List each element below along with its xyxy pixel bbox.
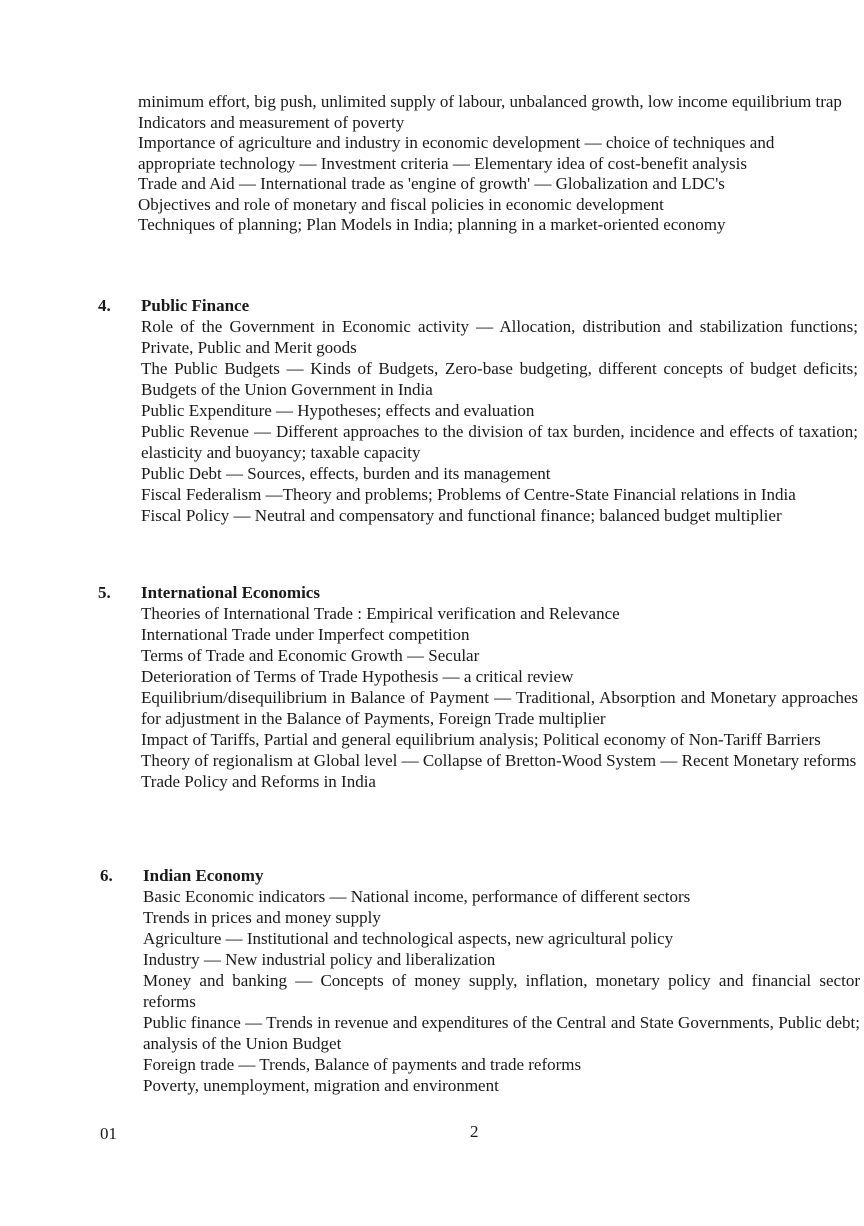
list-item: Poverty, unemployment, migration and environment — [143, 1076, 499, 1095]
list-item: Indicators and measurement of poverty — [138, 112, 405, 132]
section-indian-economy — [100, 865, 860, 1096]
list-item: The Public Budgets — Kinds of Budgets, Zero-base budgeting, different concepts of budget deficits; Budgets of the Union Government in India — [141, 359, 858, 399]
list-item: Fiscal Federalism —Theory and problems; Problems of Centre-State Financial relations in India — [141, 485, 796, 504]
list-item: Techniques of planning; Plan Models in India; planning in a market-oriented economy — [138, 215, 726, 234]
section-number: 5. — [98, 583, 111, 602]
section-title: International Economics — [141, 583, 320, 602]
list-item: Equilibrium/disequilibrium in Balance of Payment — Traditional, Absorption and Monetary approaches for adjustment in the Balance of Payments, Foreign Trade multiplier — [141, 688, 858, 728]
list-item: Public Debt — Sources, effects, burden and its management — [141, 464, 551, 483]
list-item: Public finance — Trends in revenue and expenditures of the Central and State Governments, Public debt; analysis of the Union Budget — [143, 1013, 860, 1053]
list-item: International Trade under Imperfect competition — [141, 625, 470, 644]
list-item: Objectives and role of monetary and fiscal policies in economic development — [138, 194, 664, 214]
list-item: Role of the Government in Economic activity — Allocation, distribution and stabilization functions; Private, Public and Merit goods — [141, 317, 858, 357]
page-number: 2 — [470, 1122, 479, 1141]
list-item: Impact of Tariffs, Partial and general equilibrium analysis; Political economy of Non-Tariff Barriers — [141, 730, 821, 749]
list-item: Terms of Trade and Economic Growth — Secular — [141, 646, 480, 665]
list-item: Fiscal Policy — Neutral and compensatory and functional finance; balanced budget multiplier — [141, 506, 782, 525]
section-public-finance — [98, 295, 858, 526]
footer-code: 01 — [100, 1124, 117, 1143]
section-number: 4. — [98, 296, 111, 315]
list-item: Foreign trade — Trends, Balance of payments and trade reforms — [143, 1055, 582, 1074]
section-title: Public Finance — [141, 296, 250, 315]
list-item: Importance of agriculture and industry in economic development — choice of techniques and appropriate technology — Investment criteria — Elementary idea of cost-benefit analysis — [138, 133, 775, 173]
list-item: Public Expenditure — Hypotheses; effects and evaluation — [141, 401, 535, 420]
intro-continued-list — [138, 92, 850, 236]
list-item: minimum effort, big push, unlimited supply of labour, unbalanced growth, low income equilibrium trap — [138, 92, 842, 111]
list-item: Money and banking — Concepts of money supply, inflation, monetary policy and financial sector reforms — [143, 971, 860, 1011]
list-item: Trade Policy and Reforms in India — [141, 772, 376, 791]
list-item: Theory of regionalism at Global level — Collapse of Bretton-Wood System — Recent Monetary reforms — [141, 751, 857, 770]
list-item: Deterioration of Terms of Trade Hypothesis — a critical review — [141, 667, 574, 686]
section-number: 6. — [100, 866, 113, 885]
list-item: Agriculture — Institutional and technological aspects, new agricultural policy — [143, 929, 674, 948]
list-item: Basic Economic indicators — National income, performance of different sectors — [143, 887, 691, 906]
section-international-economics — [98, 582, 858, 792]
list-item: Trade and Aid — International trade as 'engine of growth' — Globalization and LDC's — [138, 174, 725, 193]
list-item: Industry — New industrial policy and liberalization — [143, 950, 496, 969]
section-title: Indian Economy — [143, 866, 264, 885]
list-item: Theories of International Trade : Empirical verification and Relevance — [141, 604, 620, 623]
list-item: Trends in prices and money supply — [143, 908, 381, 927]
list-item: Public Revenue — Different approaches to the division of tax burden, incidence and effects of taxation; elasticity and buoyancy; taxable capacity — [141, 422, 858, 462]
